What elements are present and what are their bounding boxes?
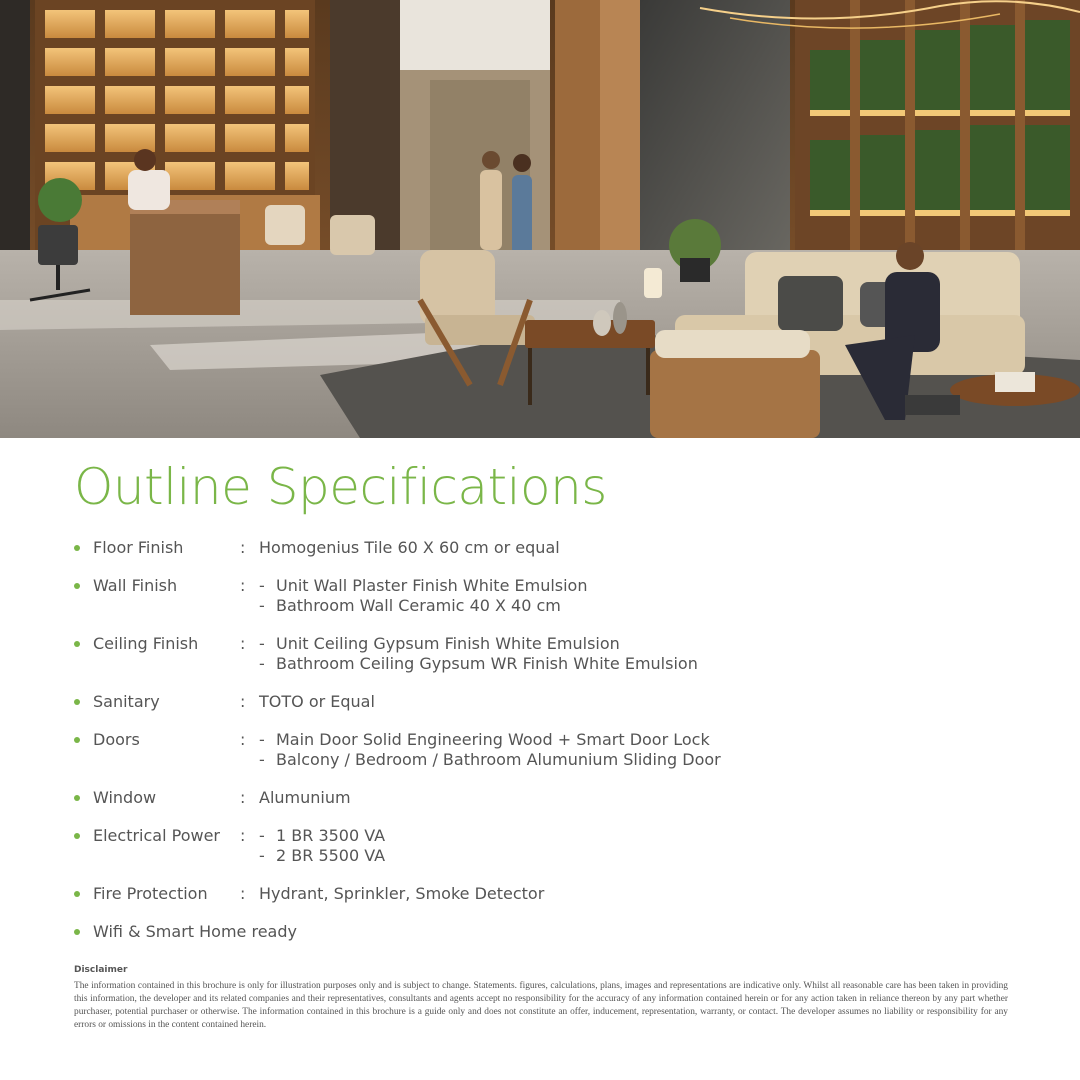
spec-values bbox=[259, 538, 560, 558]
spec-label: Ceiling Finish bbox=[93, 634, 199, 653]
dash-marker: - bbox=[259, 750, 265, 769]
spec-colon: : bbox=[240, 788, 246, 807]
spec-value-text: Unit Ceiling Gypsum Finish White Emulsion bbox=[276, 634, 620, 653]
spec-label: Fire Protection bbox=[93, 884, 208, 903]
spec-values bbox=[259, 692, 375, 712]
spec-value-line bbox=[259, 846, 385, 866]
spec-label: Doors bbox=[93, 730, 140, 749]
spec-colon: : bbox=[240, 884, 246, 903]
spec-value-text: Unit Wall Plaster Finish White Emulsion bbox=[276, 576, 588, 595]
dash-marker: - bbox=[259, 654, 265, 673]
spec-value-line bbox=[259, 826, 385, 846]
spec-label: Window bbox=[93, 788, 157, 807]
bullet-dot-icon bbox=[74, 641, 80, 647]
spec-values bbox=[259, 788, 351, 808]
spec-value-line bbox=[259, 692, 375, 712]
spec-value-line bbox=[259, 884, 544, 904]
spec-values bbox=[259, 826, 385, 866]
spec-value-line bbox=[259, 654, 698, 674]
spec-value-text: Bathroom Ceiling Gypsum WR Finish White Emulsion bbox=[276, 654, 698, 673]
spec-colon: : bbox=[240, 576, 246, 595]
spec-values bbox=[259, 884, 544, 904]
spec-value-line bbox=[259, 788, 351, 808]
spec-value-text: Homogenius Tile 60 X 60 cm or equal bbox=[259, 538, 560, 557]
spec-value-text: Hydrant, Sprinkler, Smoke Detector bbox=[259, 884, 545, 903]
spec-value-line bbox=[259, 750, 721, 770]
spec-colon: : bbox=[240, 634, 246, 653]
dash-marker: - bbox=[259, 576, 265, 595]
spec-label: Floor Finish bbox=[93, 538, 184, 557]
spec-colon: : bbox=[240, 538, 246, 557]
bullet-dot-icon bbox=[74, 583, 80, 589]
spec-label: Electrical Power bbox=[93, 826, 220, 845]
bullet-dot-icon bbox=[74, 929, 80, 935]
spec-value-text: Alumunium bbox=[259, 788, 351, 807]
spec-values bbox=[259, 730, 721, 770]
spec-colon: : bbox=[240, 730, 246, 749]
spec-value-line bbox=[259, 576, 587, 596]
spec-value-line bbox=[259, 538, 560, 558]
spec-values bbox=[259, 576, 587, 616]
spec-value-line bbox=[259, 730, 721, 750]
spec-value-line bbox=[259, 634, 698, 654]
dash-marker: - bbox=[259, 634, 265, 653]
spec-value-text: 1 BR 3500 VA bbox=[276, 826, 386, 845]
bullet-dot-icon bbox=[74, 891, 80, 897]
page-title: Outline Specifications bbox=[74, 458, 607, 516]
bullet-dot-icon bbox=[74, 545, 80, 551]
spec-values bbox=[259, 634, 698, 674]
spec-label: Wall Finish bbox=[93, 576, 178, 595]
bullet-dot-icon bbox=[74, 699, 80, 705]
dash-marker: - bbox=[259, 730, 265, 749]
disclaimer-text: The information contained in this brochure is only for illustration purposes only and is subject to change. Statements. figures, calculations, plans, images and representations are indicative only. Whilst all reasonable care has been taken in providing this information, the developer and its related companies and their representatives, consultants and agents accept no responsibility for the accuracy of any information contained herein or for any action taken in reliance thereon by any part whether purchaser, potential purchaser or otherwise. The information contained in this brochure is a guide only and does not constitute an offer, inducement, representation, warranty, or contact. The developer assumes no liability or responsibility for any errors or omissions in the content contained herein. bbox=[74, 981, 1008, 1030]
dash-marker: - bbox=[259, 846, 265, 865]
spec-value-text: TOTO or Equal bbox=[259, 692, 375, 711]
spec-value-text: Balcony / Bedroom / Bathroom Alumunium Sliding Door bbox=[276, 750, 721, 769]
dash-marker: - bbox=[259, 826, 265, 845]
bullet-dot-icon bbox=[74, 833, 80, 839]
dash-marker: - bbox=[259, 596, 265, 615]
spec-value-text: 2 BR 5500 VA bbox=[276, 846, 386, 865]
spec-value-text: Main Door Solid Engineering Wood + Smart Door Lock bbox=[276, 730, 710, 749]
spec-label: Sanitary bbox=[93, 692, 160, 711]
disclaimer-heading: Disclaimer bbox=[74, 965, 128, 975]
spec-value-line bbox=[259, 596, 587, 616]
spec-label: Wifi & Smart Home ready bbox=[93, 922, 297, 941]
spec-value-text: Bathroom Wall Ceramic 40 X 40 cm bbox=[276, 596, 561, 615]
spec-colon: : bbox=[240, 692, 246, 711]
bullet-dot-icon bbox=[74, 737, 80, 743]
bullet-dot-icon bbox=[74, 795, 80, 801]
hero-lobby-image bbox=[0, 0, 1080, 438]
spec-colon: : bbox=[240, 826, 246, 845]
